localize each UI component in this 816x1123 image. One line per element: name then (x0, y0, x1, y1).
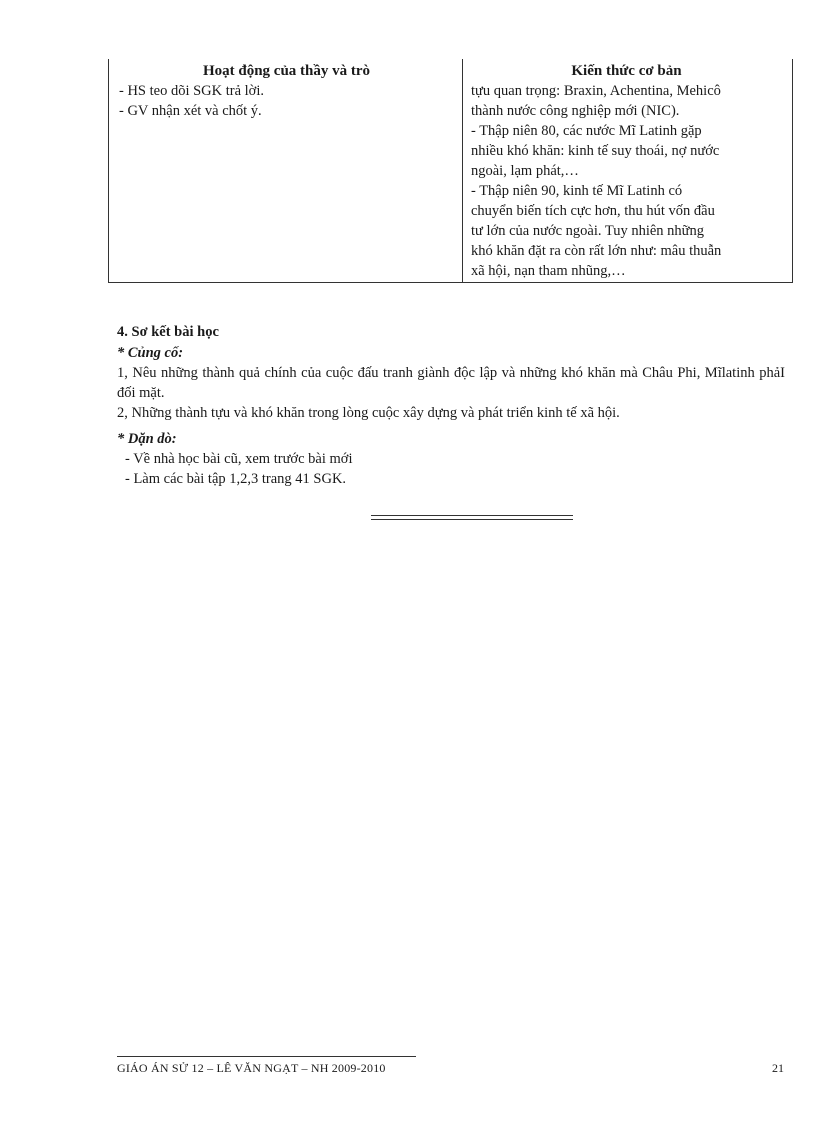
teacher-student-activity-cell (109, 59, 463, 283)
right-column-header: Kiến thức cơ bản (571, 63, 682, 79)
left-line: - HS teo dõi SGK trả lời. (119, 83, 265, 99)
left-line: - GV nhận xét và chốt ý. (119, 103, 262, 119)
end-divider (371, 515, 573, 520)
right-line: thành nước công nghiệp mới (NIC). (471, 103, 680, 119)
consolidate-item: 1, Nêu những thành quả chính của cuộc đấu tranh giành độc lập và những khó khăn mà Châu Phi, Mĩlatinh phảI đối mặt. (117, 365, 785, 401)
lesson-table (108, 59, 793, 283)
consolidate-title: * Củng cố: (117, 345, 184, 361)
table-row (109, 59, 793, 283)
homework-title: * Dặn dò: (117, 431, 177, 447)
right-line: khó khăn đặt ra còn rất lớn như: mâu thuẫn (471, 243, 722, 259)
right-line: tư lớn của nước ngoài. Tuy nhiên những (471, 223, 705, 239)
section-title: 4. Sơ kết bài học (117, 324, 219, 340)
consolidate-item: 2, Những thành tựu và khó khăn trong lòng cuộc xây dựng và phát triển kinh tế xã hội. (117, 405, 620, 421)
right-line: chuyển biến tích cực hơn, thu hút vốn đầu (471, 203, 715, 219)
lesson-summary (117, 322, 785, 489)
homework-item: - Về nhà học bài cũ, xem trước bài mới (125, 451, 353, 467)
footer-divider (117, 1056, 416, 1057)
right-line: tựu quan trọng: Braxin, Achentina, Mehicô (471, 83, 721, 99)
page-number: 21 (772, 1061, 784, 1075)
right-line: nhiều khó khăn: kinh tế suy thoái, nợ nước (471, 143, 720, 159)
homework-item: - Làm các bài tập 1,2,3 trang 41 SGK. (125, 471, 347, 487)
left-column-header: Hoạt động của thầy và trò (202, 63, 371, 79)
footer-text: GIÁO ÁN SỬ 12 – LÊ VĂN NGẠT – NH 2009-2010 (117, 1061, 386, 1075)
right-line: - Thập niên 90, kinh tế Mĩ Latinh có (471, 183, 683, 199)
right-line: xã hội, nạn tham nhũng,… (471, 263, 626, 279)
right-line: ngoài, lạm phát,… (471, 163, 579, 179)
basic-knowledge-cell (463, 59, 793, 283)
right-line: - Thập niên 80, các nước Mĩ Latinh gặp (471, 123, 702, 139)
